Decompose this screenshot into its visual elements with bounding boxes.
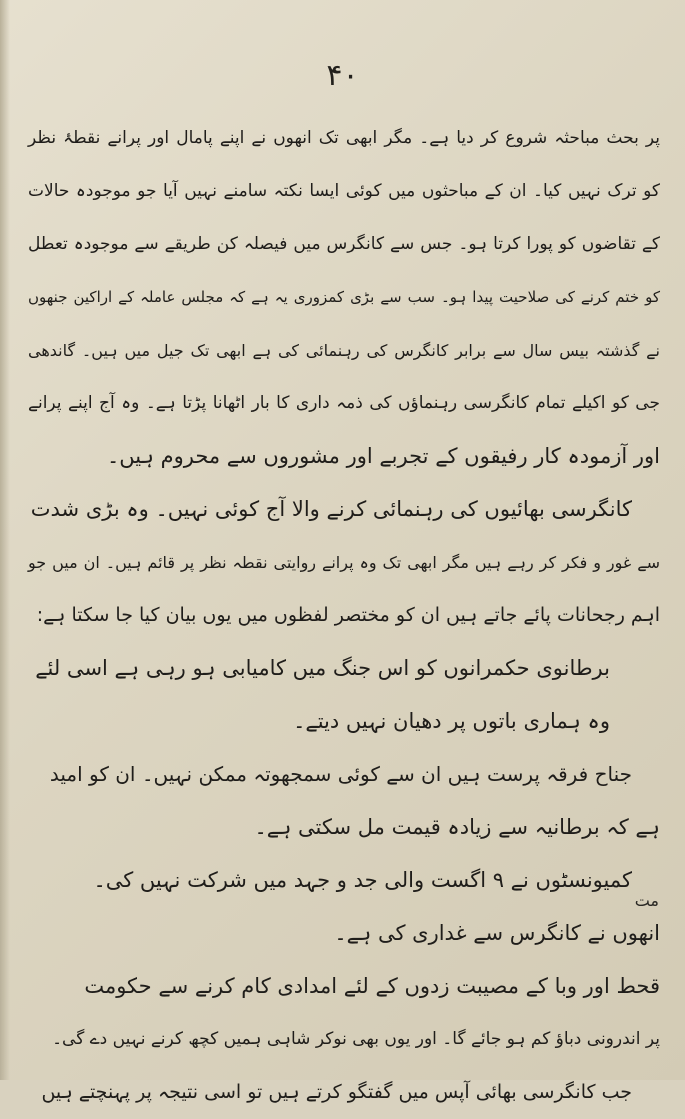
text-line: کانگرسی بھائیوں کی رہنمائی کرنے والا آج کوئی نہیں۔ وہ بڑی شدت [30,497,632,521]
text-line: کو ختم کرنے کی صلاحیت پیدا ہو۔ سب سے بڑی کمزوری یہ ہے کہ مجلس عاملہ کے اراکین جنھوں [28,288,660,306]
text-line: نے گذشتہ بیس سال سے برابر کانگرس کی رہنمائی کی ہے ابھی تک جیل میں ہیں۔ گاندھی [28,341,660,360]
text-line: کے تقاضوں کو پورا کرتا ہو۔ جس سے کانگرس میں فیصلہ کن طریقے سے موجودہ تعطل [28,234,660,254]
text-line: کمیونسٹوں نے ۹ اگست والی جد و جہد میں شرکت نہیں کی۔ [93,868,632,892]
margin-note: مت [634,891,659,910]
text-line: جناح فرقہ پرست ہیں ان سے کوئی سمجھوتہ ممکن نہیں۔ ان کو امید [49,762,632,786]
text-line: وہ ہماری باتوں پر دھیان نہیں دیتے۔ [293,709,610,733]
text-line: پر اندرونی دباؤ کم ہو جائے گا۔ اور یوں بھی نوکر شاہی ہمیں کچھ کرنے نہیں دے گی۔ [52,1029,660,1049]
body-text [28,112,660,1119]
text-line: برطانوی حکمرانوں کو اس جنگ میں کامیابی ہو رہی ہے اسی لئے [35,656,610,680]
page-edge-shadow [0,0,10,1080]
text-line: جی کو اکیلے تمام کانگرسی رہنماؤں کی ذمہ داری کا بار اٹھانا پڑتا ہے۔ وہ آج اپنے پرانے [28,393,660,413]
text-line: جب کانگرسی بھائی آپس میں گفتگو کرتے ہیں تو اسی نتیجہ پر پہنچتے ہیں [41,1081,632,1103]
page-number: ۴۰ [326,58,359,93]
text-line: انھوں نے کانگرس سے غداری کی ہے۔ [334,921,660,945]
text-line: اہم رجحانات پائے جاتے ہیں ان کو مختصر لفظوں میں یوں بیان کیا جا سکتا ہے: [36,604,660,626]
text-line: قحط اور وبا کے مصیبت زدوں کے لئے امدادی کام کرنے سے حکومت [84,974,660,998]
text-line: سے غور و فکر کر رہے ہیں مگر ابھی تک وہ پرانے روایتی نقطہ نظر پر قائم ہیں۔ ان میں جو [28,553,660,572]
text-line: ہے کہ برطانیہ سے زیادہ قیمت مل سکتی ہے۔ [254,815,660,839]
text-line: اور آزمودہ کار رفیقوں کے تجربے اور مشوروں سے محروم ہیں۔ [106,444,660,468]
text-line: کو ترک نہیں کیا۔ ان کے مباحثوں میں کوئی ایسا نکتہ سامنے نہیں آیا جو موجودہ حالات [28,181,660,201]
text-line: پر بحث مباحثہ شروع کر دیا ہے۔ مگر ابھی تک انھوں نے اپنے پامال اور پرانے نقطۂ نظر [28,128,660,148]
